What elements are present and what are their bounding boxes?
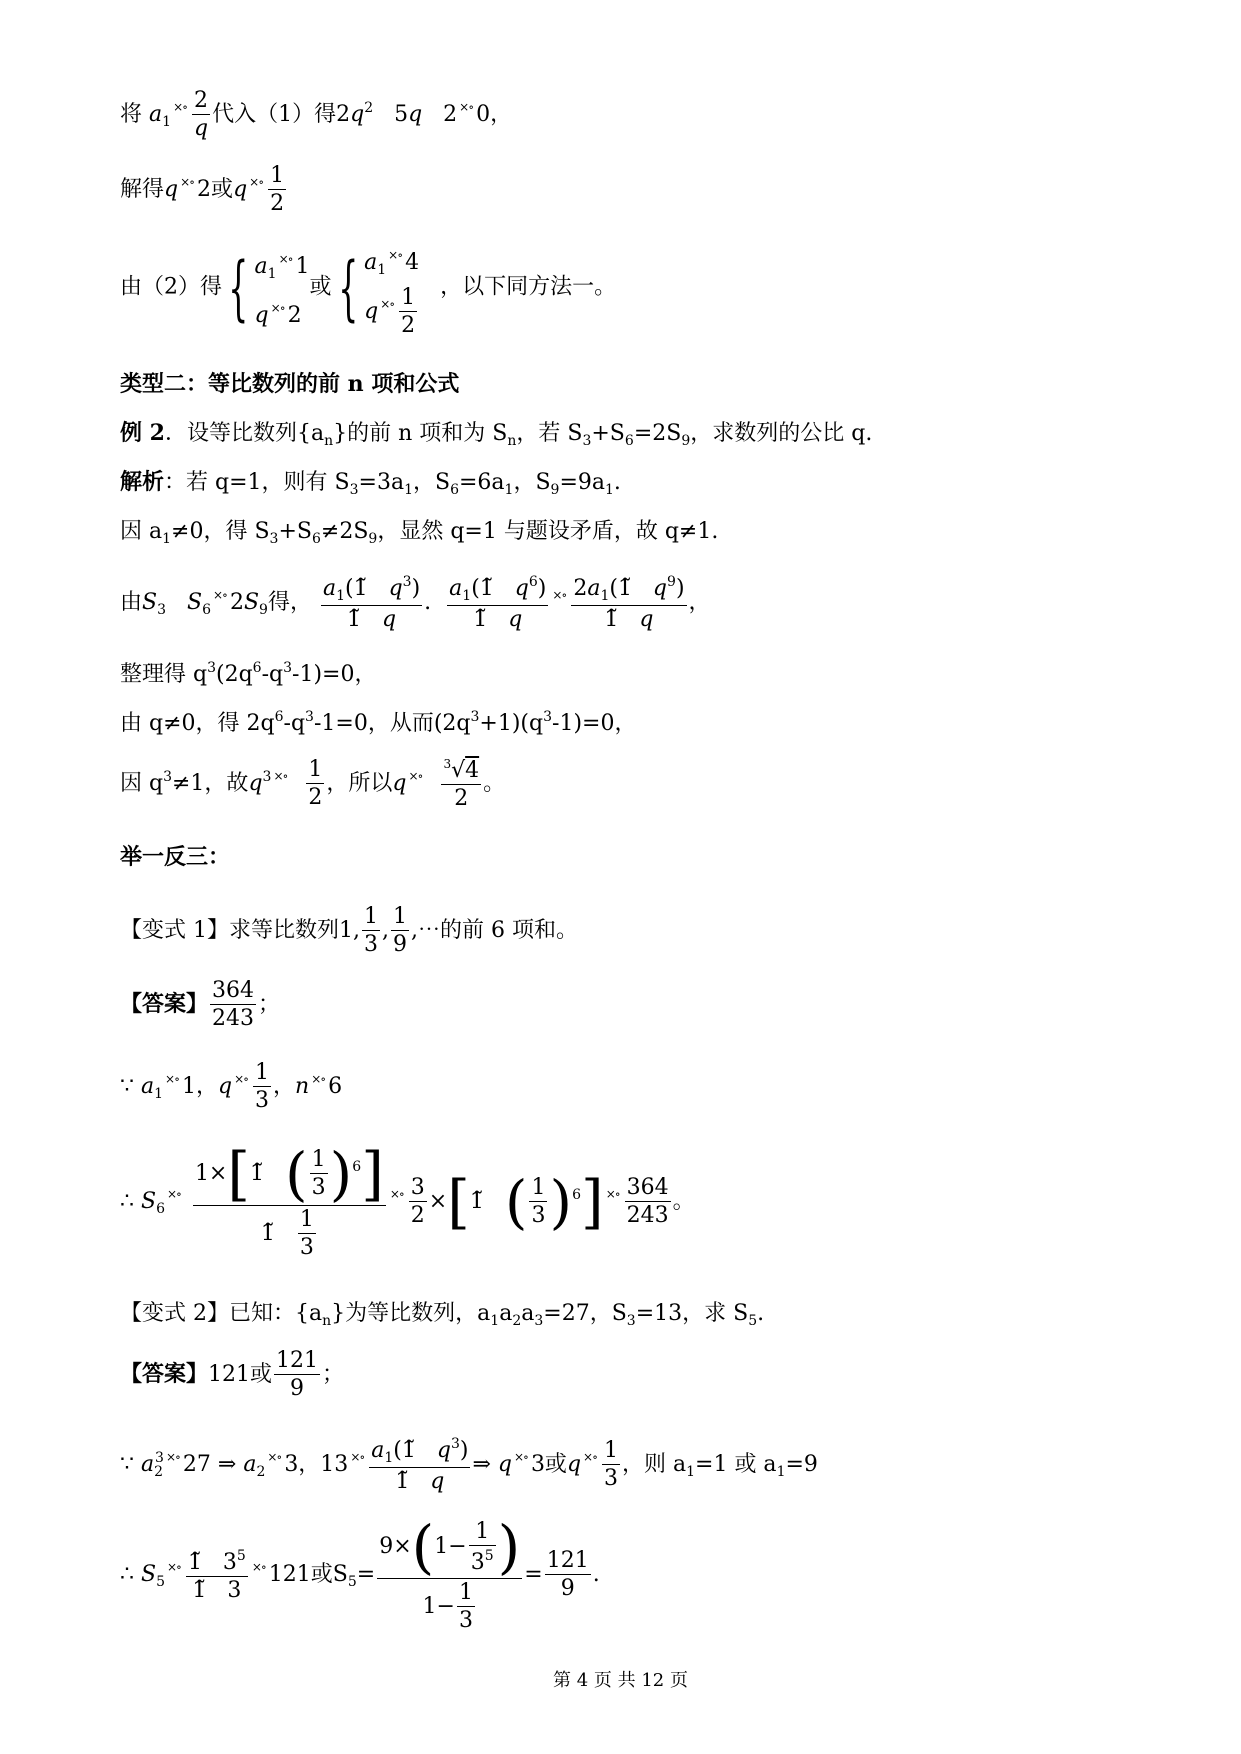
variant-2: 【变式 2】已知：$\{a_n\}$为等比数列，$a_1a_2a_3=27$，$S_3=13$，求 $S_5$. [120,1301,765,1329]
line-contradiction: 因 $a_1\ne 0$，得 $S_3+S_6\ne 2S_9$，显然 q=1 与题设矛盾，故 q≠1. [120,519,719,547]
line-solve-q: 解得q ×∘ 2或q ×∘ $\frac{1}{2}$ [120,163,285,216]
heading-practice: 举一反三： [120,844,231,870]
line-substitute: 将 $a_1^{\times\circ}$ $\frac{2}{q}$ 代入（1）得$2q^2$ 5q 2 ×∘ 0， [120,88,513,141]
line-factor: 由 q≠0，得 $2q^6-q^3-1=0$，从而$(2q^3+1)(q^3-1)=0$， [120,709,637,736]
heading-type2: 类型二：等比数列的前 n 项和公式 [120,371,460,397]
solution-q1: 解析：若 q=1，则有 $S_3=3a_1$，$S_6=6a_1$，$S_9=9a_1$. [120,469,621,498]
variant-1: 【变式 1】求等比数列1, $\frac{1}{3}$ , $\frac{1}{9}$ ,⋯的前 6 项和。 [120,904,578,957]
answer-1-sum: ∴ $S_6^{\times\circ}$ 1×[1̃ ( $\frac{1}{3}$ )$^6$] 1̃ $\frac{1}{3}$ ×∘ $\frac{3}{2}$ ×[1̃ ( $\frac{1}{3}$ )$^6$] ×∘ $\frac{364}{243}$ 。 [120,1140,695,1260]
line-organize: 整理得 $q^3(2q^6-q^3-1)=0$， [120,660,377,687]
line-result: 因 $q^3\ne 1$，故$q^3$ ×∘ $\frac{1}{2}$ ，所以q ×∘ $\frac{^3√4}{2}$ 。 [120,757,506,811]
answer-2-sum: ∴ $S_5^{\times\circ}$ $\frac{1̃ 3^5}{1̃ 3}$ ×∘ 121或$S_5=$ 9×(1− $\frac{1}{3^5}$ ) 1− $\frac{1}{3}$ = $\frac{121}{9}$ . [120,1513,600,1633]
example-2: 例 2．设等比数列$\{a_n\}$的前 n 项和为 $S_n$，若 $S_3+S_6=2S_9$，求数列的公比 q. [120,420,873,449]
answer-1: 【答案】 $\frac{364}{243}$ ； [120,978,281,1031]
answer-2: 【答案】121或 $\frac{121}{9}$ ； [120,1348,345,1401]
answer-1-given: ∵ $a_1^{\times\circ}$ 1，q ×∘ $\frac{1}{3}$ ，n ×∘ 6 [120,1060,343,1113]
line-equation: 由$S_3$ $S_6^{\times\circ}$ $2S_9$得， $\frac{a_1(1̃ q^3)}{1̃ q}$ . $\frac{a_1(1̃ q^6)}{1̃ q}$ ×∘ $\frac{2a_1(1̃ q^9)}{1̃ q}$ ， [120,574,711,632]
page-footer: 第 4 页 共 12 页 [553,1670,688,1691]
answer-2-derivation: ∵ $a_2^3$ ×∘ 27 ⇒ $a_2^{\times\circ}$ 3，13 ×∘ $\frac{a_1(1̃ q^3)}{1̃ q}$ ⇒ q ×∘ 3或q ×∘ $\frac{1}{3}$ ，则 $a_1=1$ 或 $a_1=9$ [120,1436,818,1494]
line-system: 由（2）得{ $a_1^{\times\circ}$ 1 q ×∘ 2或{ $a_1^{\times\circ}$ 4 q ×∘ $\frac{1}{2}$ ，以下同方法一。 [120,246,617,338]
